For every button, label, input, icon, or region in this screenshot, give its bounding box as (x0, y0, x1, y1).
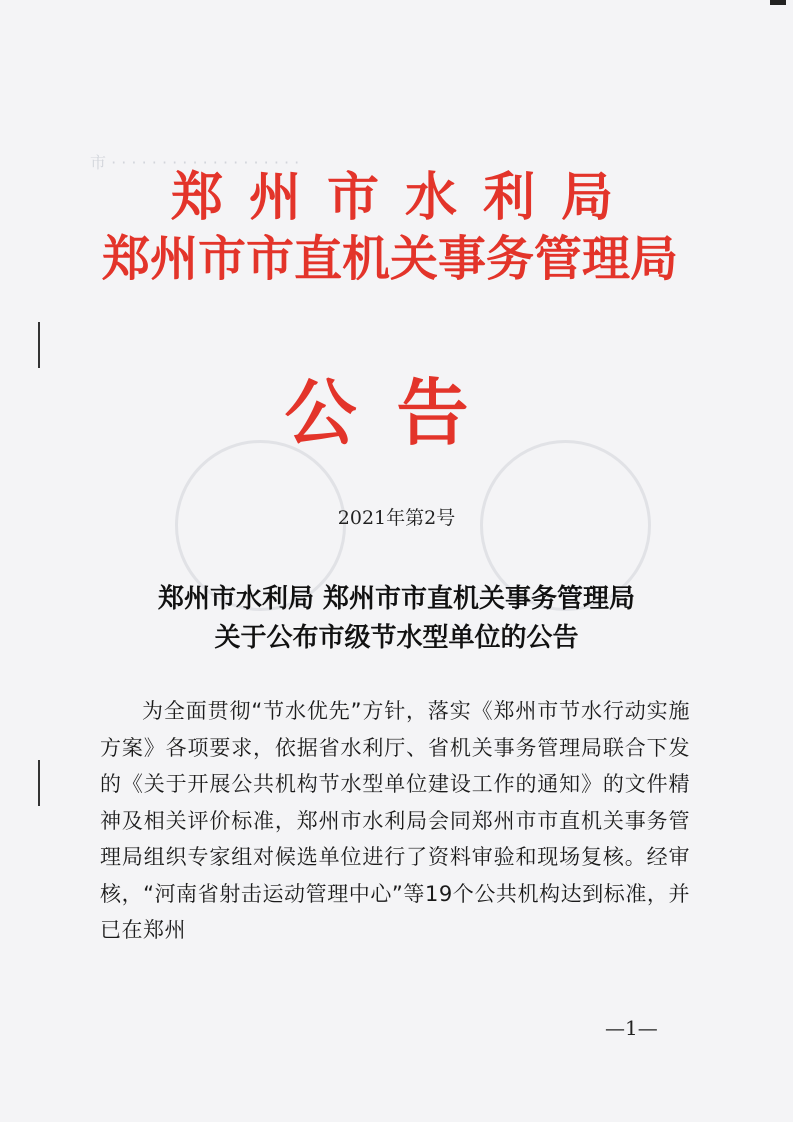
body-paragraph: 为全面贯彻“节水优先”方针，落实《郑州市节水行动实施方案》各项要求，依据省水利厅、省机关事务管理局联合下发的《关于开展公共机构节水型单位建设工作的通知》的文件精神及相关评价标准，郑州市水利局会同郑州市市直机关事务管理局组织专家组对候选单位进行了资料审验和现场复核。经审核，“河南省射击运动管理中心”等19个公共机构达到标准，并已在郑州 (100, 699, 690, 942)
notice-heading: 公告 (284, 370, 509, 455)
scan-edge-mark (770, 0, 786, 5)
bleed-through-text: 市 · · · · · · · · · · · · · · · · · · · (90, 153, 300, 172)
document-title-line1: 郑州市水利局 郑州市市直机关事务管理局 (157, 584, 636, 614)
issuer-header-line2: 郑州市市直机关事务管理局 (101, 231, 678, 287)
binding-mark (38, 760, 40, 806)
page-number: —1— (605, 1016, 658, 1040)
document-number: 2021年第2号 (337, 507, 456, 529)
document-title-line2: 关于公布市级节水型单位的公告 (214, 623, 579, 653)
issuer-header-line1: 郑州市水利局 (170, 167, 639, 228)
